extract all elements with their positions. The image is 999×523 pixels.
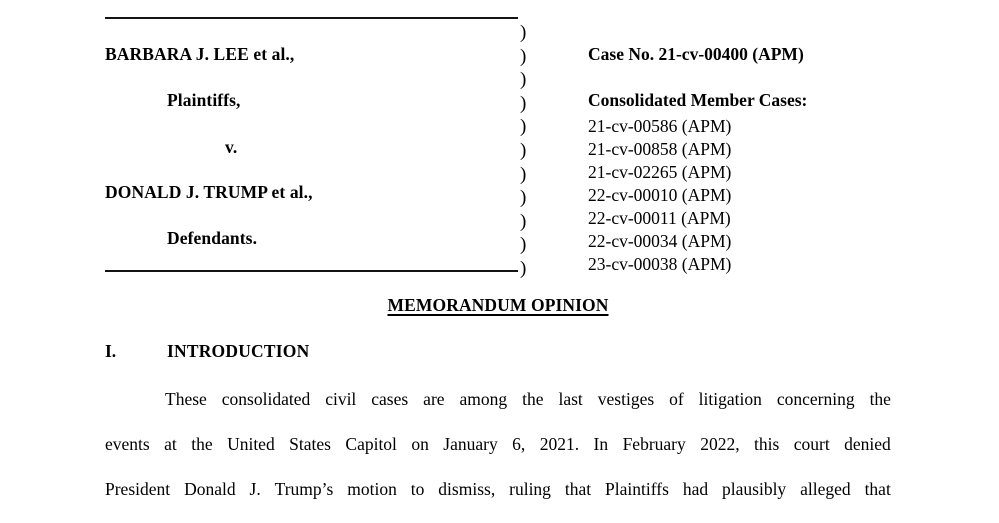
- word: litigation: [698, 389, 762, 409]
- word: plausibly: [722, 479, 787, 499]
- word: had: [682, 479, 709, 499]
- word: concerning: [776, 389, 855, 409]
- consolidated-member-cases-heading: Consolidated Member Cases:: [588, 90, 808, 110]
- member-case-number: 21-cv-02265 (APM): [588, 162, 732, 182]
- word: vestiges: [597, 389, 655, 409]
- member-case-number: 21-cv-00858 (APM): [588, 139, 732, 159]
- justified-line-box: [105, 478, 891, 500]
- member-case-number: 21-cv-00586 (APM): [588, 116, 732, 136]
- caption-paren: ): [520, 92, 527, 114]
- paragraph-line: [105, 388, 891, 433]
- word: this: [754, 434, 780, 454]
- word: of: [669, 389, 684, 409]
- word: events: [105, 434, 150, 454]
- word: 2022,: [700, 434, 740, 454]
- section-title: INTRODUCTION: [167, 341, 310, 361]
- caption-paren: ): [520, 140, 527, 161]
- member-case-number: 23-cv-00038 (APM): [588, 254, 732, 274]
- word: January: [443, 434, 498, 454]
- page-title-text: MEMORANDUM OPINION: [387, 295, 609, 315]
- word: the: [191, 434, 213, 454]
- word: ruling: [509, 479, 551, 499]
- word: In: [593, 434, 609, 454]
- plaintiff-role-label: Plaintiffs,: [167, 90, 241, 110]
- member-case-number: 22-cv-00034 (APM): [588, 231, 732, 251]
- caption-paren: ): [520, 22, 527, 43]
- word: Trump’s: [274, 479, 334, 499]
- caption-paren: ): [520, 116, 527, 138]
- word: alleged: [800, 479, 851, 499]
- plaintiff-name: BARBARA J. LEE et al.,: [105, 44, 295, 64]
- caption-paren: ): [520, 234, 527, 256]
- word: Capitol: [345, 434, 397, 454]
- caption-bottom-rule: [105, 270, 518, 272]
- word: dismiss,: [438, 479, 496, 499]
- caption-top-rule: [105, 17, 518, 19]
- word: among: [459, 389, 508, 409]
- word: civil: [325, 389, 357, 409]
- word: Plaintiffs: [605, 479, 669, 499]
- word: on: [411, 434, 429, 454]
- word: the: [522, 389, 544, 409]
- page-title: [0, 297, 996, 315]
- word: Donald: [184, 479, 236, 499]
- word: that: [564, 479, 592, 499]
- word: States: [289, 434, 331, 454]
- word: United: [227, 434, 275, 454]
- caption-paren: ): [520, 163, 527, 185]
- word: February: [622, 434, 686, 454]
- word: These: [165, 389, 207, 409]
- member-case-number: 22-cv-00011 (APM): [588, 208, 731, 228]
- introduction-paragraph: [105, 388, 891, 523]
- word: court: [793, 434, 830, 454]
- defendant-role-label: Defendants.: [167, 228, 258, 248]
- consolidated-member-cases-list: [588, 115, 731, 276]
- word: President: [105, 479, 171, 499]
- caption-paren: ): [520, 45, 527, 67]
- lead-case-number: Case No. 21-cv-00400 (APM): [588, 44, 804, 64]
- word: to: [410, 479, 425, 499]
- section-number: I.: [105, 341, 117, 361]
- justified-line-box: [165, 388, 891, 410]
- word: motion: [347, 479, 397, 499]
- word: consolidated: [221, 389, 311, 409]
- caption-paren: ): [520, 210, 527, 232]
- word: denied: [844, 434, 891, 454]
- caption-paren: ): [520, 187, 527, 209]
- word: last: [558, 389, 583, 409]
- paragraph-line: [105, 478, 891, 523]
- section-heading: [0, 343, 999, 367]
- versus-label: v.: [225, 137, 238, 157]
- word: 2021.: [539, 434, 580, 454]
- word: that: [864, 479, 891, 499]
- word: at: [164, 434, 177, 454]
- member-case-number: 22-cv-00010 (APM): [588, 185, 732, 205]
- word: are: [423, 389, 445, 409]
- word: cases: [371, 389, 409, 409]
- word: the: [869, 389, 891, 409]
- justified-line-box: [105, 433, 891, 455]
- caption-paren: ): [520, 69, 527, 91]
- paragraph-line: [105, 433, 891, 478]
- word: 6,: [512, 434, 526, 454]
- word: J.: [249, 479, 261, 499]
- defendant-name: DONALD J. TRUMP et al.,: [105, 182, 313, 202]
- caption-paren: ): [520, 258, 527, 279]
- caption-paren-divider: [520, 17, 542, 279]
